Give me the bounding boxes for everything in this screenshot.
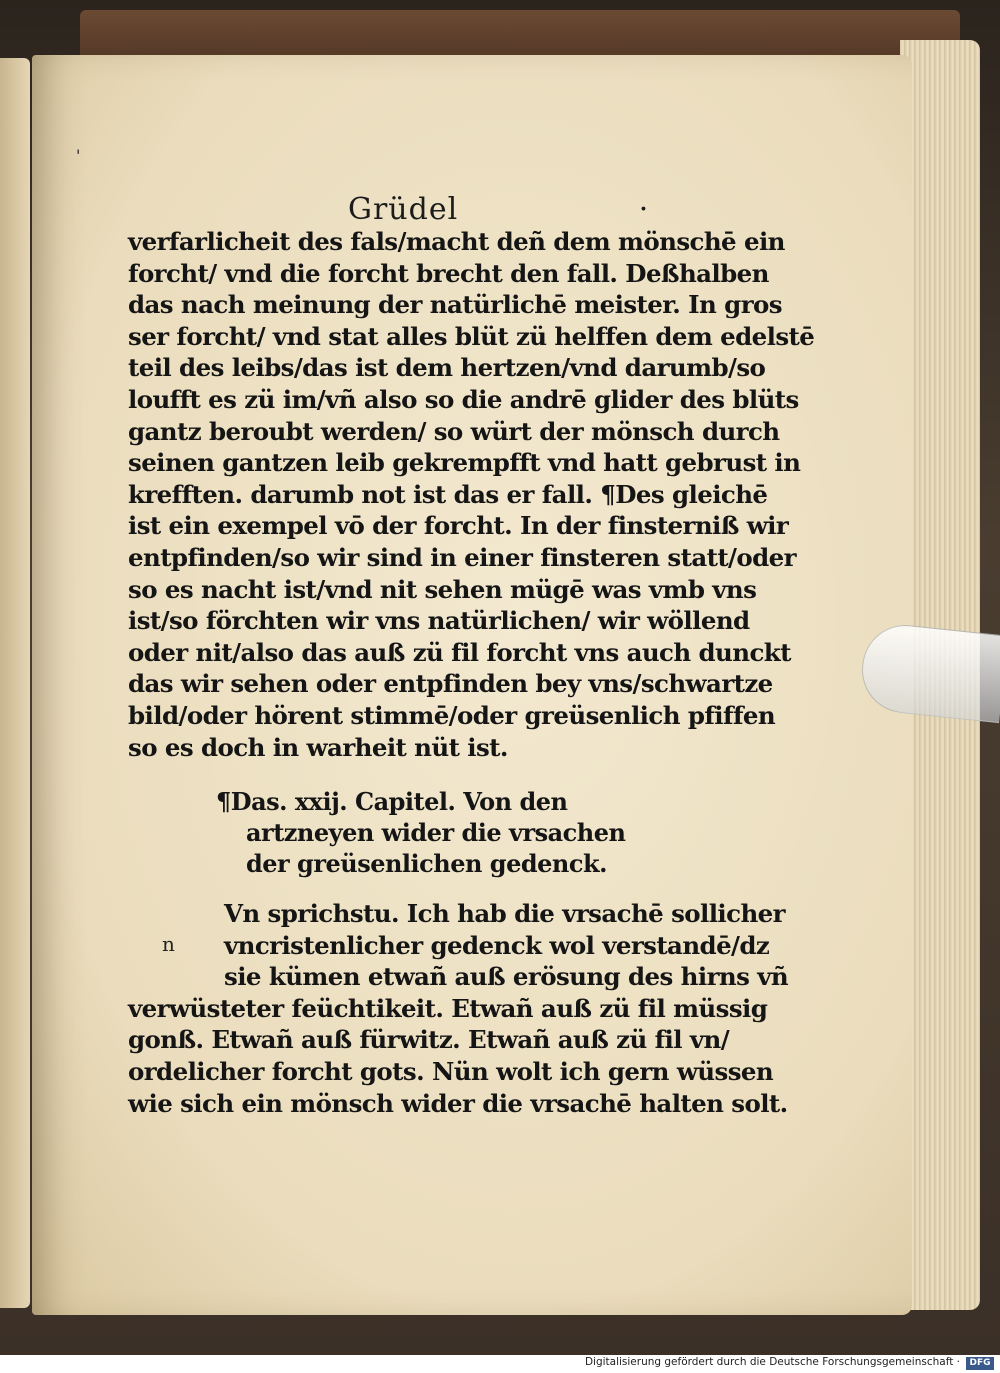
text-line: forcht/ vnd die forcht brecht den fall. Deßhalben bbox=[128, 258, 769, 288]
text-line: verfarlicheit des fals/macht deñ dem mönschē ein bbox=[128, 227, 785, 256]
text-line: teil des leibs/das ist dem hertzen/vnd darumb/so bbox=[128, 353, 766, 383]
text-line: vncristenlicher gedenck wol verstandē/dz bbox=[224, 930, 770, 960]
text-line: verwüsteter feüchtikeit. Etwañ auß zü fil müssig bbox=[128, 993, 768, 1023]
text-line: oder nit/also das auß zü fil forcht vns auch dunckt bbox=[128, 637, 791, 667]
text-line: bild/oder hörent stimmē/oder greüsenlich pfiffen bbox=[128, 700, 776, 730]
text-line: das nach meinung der natürlichē meister. In gros bbox=[128, 290, 782, 320]
text-line: wie sich ein mönsch wider die vrsachē halten solt. bbox=[128, 1088, 788, 1118]
text-line: artzneyen wider die vrsachen bbox=[246, 818, 626, 847]
text-line: loufft es zü im/vñ also so die andrē glider des blüts bbox=[128, 384, 799, 414]
initial-letter-guide: n bbox=[162, 932, 175, 956]
text-line: ¶Das. xxij. Capitel. Von den bbox=[216, 787, 568, 816]
text-line: ist/so förchten wir vns natürlichen/ wir wöllend bbox=[128, 606, 750, 636]
text-line: gantz beroubt werden/ so würt der mönsch durch bbox=[128, 416, 780, 446]
footer-credit: Digitalisierung gefördert durch die Deutsche Forschungsgemeinschaft · bbox=[584, 1356, 960, 1368]
text-line: ordelicher forcht gots. Nün wolt ich gern wüssen bbox=[128, 1056, 774, 1086]
text-line: gonß. Etwañ auß fürwitz. Etwañ auß zü fil vn/ bbox=[128, 1025, 730, 1055]
text-line: so es nacht ist/vnd nit sehen mügē was vmb vns bbox=[128, 574, 757, 604]
text-line: Vn sprichstu. Ich hab die vrsachē sollicher bbox=[224, 899, 785, 928]
text-line: seinen gantzen leib gekrempfft vnd hatt gebrust in bbox=[128, 448, 801, 478]
text-line: entpfinden/so wir sind in einer finsteren statt/oder bbox=[128, 542, 796, 572]
text-line: der greüsenlichen gedenck. bbox=[246, 849, 607, 878]
running-head bbox=[348, 192, 649, 227]
text-line: so es doch in warheit nüt ist. bbox=[128, 732, 508, 762]
margin-mark: ' bbox=[76, 146, 81, 165]
text-line: das wir sehen oder entpfinden bey vns/schwartze bbox=[128, 669, 773, 699]
left-page-edge bbox=[0, 58, 30, 1308]
body-text-top bbox=[128, 226, 815, 763]
text-line: sie kümen etwañ auß erösung des hirns vñ bbox=[224, 962, 789, 992]
chapter-heading bbox=[216, 786, 636, 879]
body-text-bottom bbox=[128, 898, 789, 1119]
running-head-title: Grüdel bbox=[348, 192, 459, 227]
running-head-mark: · bbox=[638, 192, 650, 227]
text-line: ist ein exempel vō der forcht. In der finsterniß wir bbox=[128, 511, 789, 541]
text-line: krefften. darumb not ist das er fall. ¶Des gleichē bbox=[128, 479, 768, 509]
text-line: ser forcht/ vnd stat alles blüt zü helffen dem edelstē bbox=[128, 321, 815, 351]
dfg-logo: DFG bbox=[966, 1357, 994, 1370]
